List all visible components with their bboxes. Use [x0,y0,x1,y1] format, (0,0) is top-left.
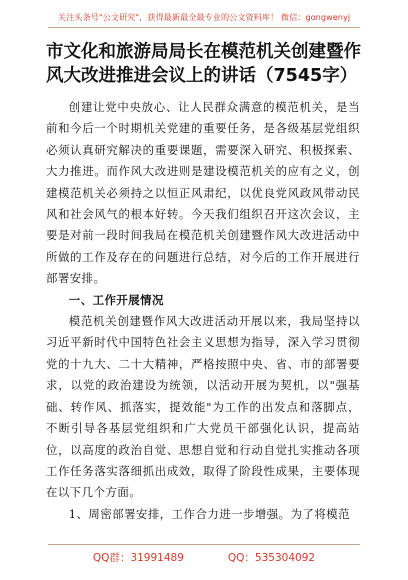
header-banner: 关注头条号"公文研究"，获得最新最全最专业的公文资料库！ 微信：gongwenyj [48,8,360,28]
section-heading: 一、工作开展情况 [68,292,164,307]
document-title: 市文化和旅游局局长在模范机关创建暨作风大改进推进会议上的讲话（7545字） [46,42,361,86]
intro-paragraph: 创建让党中央放心、让人民群众满意的模范机关，是当前和今后一个时期机关党建的重要任务，是各级基层党组织必须认真研究解决的重要课题，需要深入研究、积极探索、大力推进。而作风大改进则是建设模范机关的应有之义，创建模范机关必须持之以恒正风肃纪，以优良党风政风带动民风和社会风气的根本好转。今天我们组织召开这次会议，主要是对前一段时间我局在模范机关创建暨作风大改进活动中所做的工作及存在的问题进行总结，对今后的工作开展进行部署安排。 [46,100,360,286]
footer-qq: QQ：535304092 [227,552,316,564]
footer-qq-group: QQ群：31991489 [92,552,184,564]
section-paragraph: 模范机关创建暨作风大改进活动开展以来，我局坚持以习近平新时代中国特色社会主义思想为指导，深入学习贯彻党的十九大、二十大精神，严格按照中央、省、市的部署要求，以党的政治建设为统领，以活动开展为契机，以"强基础、转作风、抓落实，提效能"为工作的出发点和落脚点，不断引导各基层党组织和广大党员干部强化认识，提高站位，以高度的政治自觉、思想自觉和行动自觉扎实推动各项工作任务落实落细抓出成效，取得了阶段性成果，主要体现在以下几个方面。 [46,314,360,500]
footer-contact [48,544,360,570]
document-body [46,97,360,525]
section-paragraph: 1、周密部署安排，工作合力进一步增强。为了将模范 [68,506,351,521]
